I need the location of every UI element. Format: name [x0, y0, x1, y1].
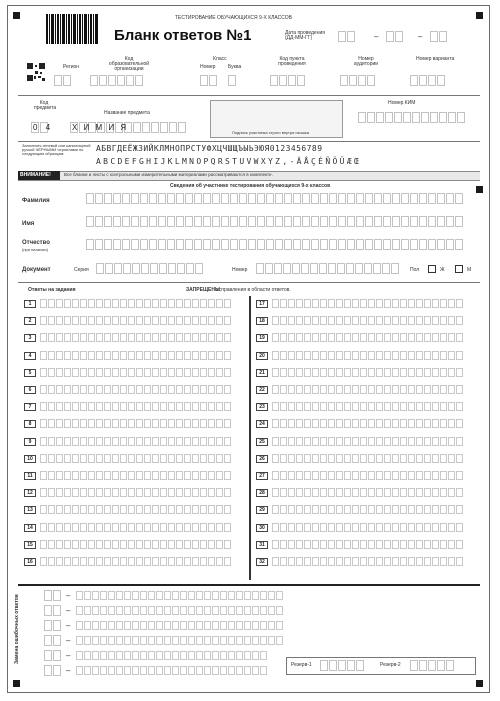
replace-dash: –: [66, 621, 71, 630]
qr-code-icon: [27, 63, 45, 81]
answer-cells[interactable]: [40, 385, 231, 394]
answer-cells[interactable]: [272, 351, 463, 360]
top-title: ТЕСТИРОВАНИЕ ОБУЧАЮЩИХСЯ 9-Х КЛАССОВ: [175, 15, 292, 21]
replace-task-number-cells[interactable]: [44, 650, 61, 661]
replace-label: Замена ошибочных ответов: [14, 594, 20, 664]
answer-cells[interactable]: [272, 402, 463, 411]
barcode-icon: [46, 14, 98, 44]
point-code-cells[interactable]: [270, 75, 305, 86]
answer-number: 30: [256, 524, 268, 532]
answer-cells[interactable]: [272, 419, 463, 428]
answer-number: 20: [256, 352, 268, 360]
replace-dash: –: [66, 636, 71, 645]
answers-heading: Ответы на задания: [28, 287, 76, 293]
answer-number: 21: [256, 369, 268, 377]
kim-cells[interactable]: [358, 112, 465, 123]
class-number-label: Номер: [200, 64, 216, 70]
answer-cells[interactable]: [40, 437, 231, 446]
answer-number: 7: [24, 403, 36, 411]
answer-cells[interactable]: [272, 540, 463, 549]
answer-number: 5: [24, 369, 36, 377]
replace-dash: –: [66, 651, 71, 660]
divider-answers: [18, 584, 480, 586]
replace-answer-cells[interactable]: [76, 591, 283, 600]
answer-cells[interactable]: [272, 299, 463, 308]
answer-number: 26: [256, 455, 268, 463]
subject-name-value: Х И М И Я: [72, 123, 129, 132]
answer-cells[interactable]: [40, 316, 231, 325]
sex-male-checkbox[interactable]: [455, 265, 463, 273]
sex-female-checkbox[interactable]: [428, 265, 436, 273]
answer-number: 23: [256, 403, 268, 411]
surname-cells[interactable]: [86, 193, 463, 204]
answer-cells[interactable]: [272, 505, 463, 514]
sample-row-2: ABCDEFGHIJKLMNOPQRSTUVWXYZ,-ÄÅÇÉÑÖÜÆŒ: [96, 157, 362, 166]
forbidden-bold: ЗАПРЕЩЕНЫ: [186, 287, 220, 293]
date-label: Дата проведения (ДД-ММ-ГГ): [285, 30, 325, 41]
corner-marker-bottom-right: [476, 680, 483, 687]
reserve-1-label: Резерв-1: [291, 662, 312, 668]
sample-row-1: АБВГДЕЁЖЗИЙКЛМНОПРСТУФХЦЧШЩЪЫЬЭЮЯ0123456789: [96, 144, 323, 153]
answer-cells[interactable]: [40, 351, 231, 360]
number-label: Номер: [232, 267, 248, 273]
class-label: Класс: [213, 56, 227, 62]
replace-answer-cells[interactable]: [76, 606, 283, 615]
answer-number: 22: [256, 386, 268, 394]
replace-task-number-cells[interactable]: [44, 590, 61, 601]
signature-note: Подпись участника строго внутри окошка: [232, 130, 309, 135]
class-letter-cells[interactable]: [228, 75, 236, 86]
room-number-label: Номер аудитории: [353, 56, 379, 67]
date-day-cells[interactable]: [338, 31, 355, 42]
answer-cells[interactable]: [40, 419, 231, 428]
reserve-1-cells[interactable]: [320, 660, 364, 671]
answer-cells[interactable]: [40, 454, 231, 463]
answer-cells[interactable]: [272, 454, 463, 463]
answer-number: 27: [256, 472, 268, 480]
answer-cells[interactable]: [272, 333, 463, 342]
answer-number: 3: [24, 334, 36, 342]
answer-number: 15: [24, 541, 36, 549]
form-title: Бланк ответов №1: [114, 27, 252, 44]
class-number-cells[interactable]: [200, 75, 217, 86]
series-label: Серия: [74, 267, 89, 273]
replace-dash: –: [66, 666, 71, 675]
replace-dash: –: [66, 606, 71, 615]
answer-number: 8: [24, 420, 36, 428]
variant-number-label: Номер варианта: [416, 56, 455, 62]
answer-number: 16: [24, 558, 36, 566]
replace-answer-cells[interactable]: [76, 666, 267, 675]
reserve-2-cells[interactable]: [410, 660, 454, 671]
answer-cells[interactable]: [272, 471, 463, 480]
answer-number: 31: [256, 541, 268, 549]
surname-label: Фамилия: [22, 198, 50, 204]
name-label: Имя: [22, 221, 35, 227]
answer-number: 10: [24, 455, 36, 463]
sex-female-label: Ж: [440, 267, 445, 273]
answer-cells[interactable]: [40, 540, 231, 549]
divider-participant: [18, 282, 480, 283]
answer-number: 2: [24, 317, 36, 325]
corner-marker-mid-right: [476, 186, 483, 193]
corner-marker-top-right: [476, 12, 483, 19]
answer-number: 19: [256, 334, 268, 342]
divider-subject: [18, 141, 480, 142]
forbidden-text: исправления в области ответов.: [216, 287, 291, 293]
answer-cells[interactable]: [40, 368, 231, 377]
kim-label: Номер КИМ: [388, 100, 416, 106]
class-letter-label: Буква: [228, 64, 242, 70]
answer-number: 28: [256, 489, 268, 497]
answer-cells[interactable]: [40, 471, 231, 480]
answer-cells[interactable]: [40, 505, 231, 514]
answer-cells[interactable]: [272, 488, 463, 497]
sex-male-label: М: [467, 267, 472, 273]
answer-cells[interactable]: [40, 402, 231, 411]
corner-marker-top-left: [13, 12, 20, 19]
org-code-label: Код образовательной организации: [108, 56, 150, 72]
answer-number: 25: [256, 438, 268, 446]
sample-instruction: Заполнять гелевой или капиллярной ручкой ЧЁРНЫМИ чернилами по следующим образцам:: [22, 143, 91, 156]
replace-task-number-cells[interactable]: [44, 620, 61, 631]
answer-number: 24: [256, 420, 268, 428]
subject-code-label: Код предмета: [34, 100, 57, 111]
answer-cells[interactable]: [40, 557, 231, 566]
answer-cells[interactable]: [272, 368, 463, 377]
answer-number: 13: [24, 506, 36, 514]
date-year-cells[interactable]: [430, 31, 447, 42]
answer-cells[interactable]: [272, 557, 463, 566]
reserve-2-label: Резерв-2: [380, 662, 401, 668]
answer-number: 1: [24, 300, 36, 308]
subject-code-value: 0 4: [33, 123, 54, 132]
replace-dash: –: [66, 591, 71, 600]
subject-name-label: Название предмета: [104, 110, 150, 116]
answer-number: 29: [256, 506, 268, 514]
answer-number: 12: [24, 489, 36, 497]
divider-codes: [18, 95, 480, 96]
corner-marker-bottom-left: [13, 680, 20, 687]
answer-cells[interactable]: [272, 523, 463, 532]
patronymic-cells[interactable]: [86, 239, 463, 250]
replace-answer-cells[interactable]: [76, 651, 267, 660]
answer-cells[interactable]: [272, 316, 463, 325]
answer-cells[interactable]: [272, 437, 463, 446]
replace-answer-cells[interactable]: [76, 636, 283, 645]
replace-answer-cells[interactable]: [76, 621, 283, 630]
region-label: Регион: [63, 64, 80, 70]
name-cells[interactable]: [86, 216, 463, 227]
series-cells[interactable]: [96, 263, 203, 274]
date-month-cells[interactable]: [386, 31, 403, 42]
answer-number: 14: [24, 524, 36, 532]
answer-number: 18: [256, 317, 268, 325]
patronymic-note: (при наличии): [22, 247, 48, 252]
date-sep-2: –: [418, 32, 423, 41]
date-sep-1: –: [374, 32, 379, 41]
answer-number: 6: [24, 386, 36, 394]
answer-cells[interactable]: [40, 523, 231, 532]
replace-task-number-cells[interactable]: [44, 605, 61, 616]
replace-task-number-cells[interactable]: [44, 635, 61, 646]
replace-task-number-cells[interactable]: [44, 665, 61, 676]
participant-heading: Сведения об участнике тестирования обучающихся 9-х классов: [170, 183, 331, 189]
answer-cells[interactable]: [40, 488, 231, 497]
document-label: Документ: [22, 267, 51, 273]
org-code-cells[interactable]: [90, 75, 143, 86]
attention-text: Все бланки и листы с контрольными измерительными материалами рассматриваются в комплекте.: [64, 172, 273, 177]
answer-number: 4: [24, 352, 36, 360]
number-cells[interactable]: [256, 263, 399, 274]
region-cells[interactable]: [54, 75, 71, 86]
room-number-cells[interactable]: [340, 75, 375, 86]
answer-number: 9: [24, 438, 36, 446]
attention-label: ВНИМАНИЕ!: [20, 172, 51, 178]
variant-number-cells[interactable]: [410, 75, 445, 86]
answer-cells[interactable]: [40, 333, 231, 342]
answer-cells[interactable]: [40, 299, 231, 308]
point-code-label: Код пункта проведения: [278, 56, 306, 67]
answer-number: 17: [256, 300, 268, 308]
answer-number: 32: [256, 558, 268, 566]
answer-cells[interactable]: [272, 385, 463, 394]
patronymic-label: Отчество: [22, 240, 50, 246]
sex-label: Пол: [410, 267, 420, 273]
answers-column-divider: [249, 296, 251, 580]
answer-number: 11: [24, 472, 36, 480]
